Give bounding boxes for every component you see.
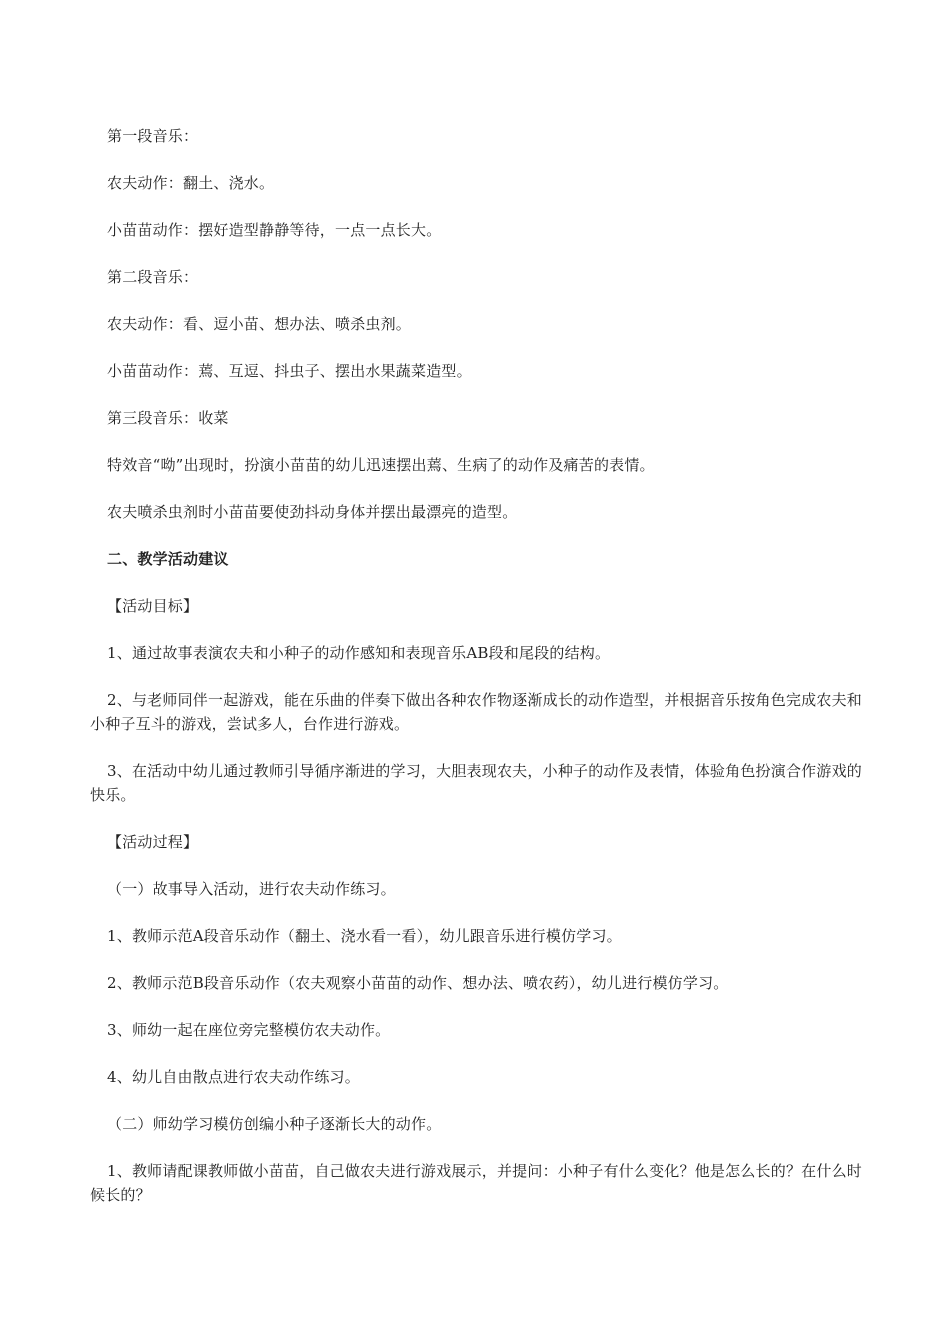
process-item-1: 1、教师示范A段音乐动作（翻土、浇水看一看），幼儿跟音乐进行模仿学习。	[107, 927, 622, 945]
document-page	[90, 124, 862, 1230]
subheading-activity-process: 【活动过程】	[107, 833, 199, 851]
process-item-2: 2、教师示范B段音乐动作（农夫观察小苗苗的动作、想办法、喷农药），幼儿进行模仿学习。	[107, 974, 729, 992]
goal-item-2: 2、与老师同伴一起游戏，能在乐曲的伴奏下做出各种农作物逐渐成长的动作造型，并根据音乐按角色完成农夫和小种子互斗的游戏，尝试多人，台作进行游戏。	[90, 691, 862, 733]
paragraph-seedling-actions-1: 小苗苗动作：摆好造型静静等待，一点一点长大。	[107, 221, 442, 239]
paragraph-farmer-actions-2: 农夫动作：看、逗小苗、想办法、喷杀虫剂。	[107, 315, 412, 333]
process-step-heading-2: （二）师幼学习模仿创编小种子逐渐长大的动作。	[107, 1115, 442, 1133]
process-item-3: 3、师幼一起在座位旁完整模仿农夫动作。	[107, 1021, 391, 1039]
paragraph-sound-effect-note: 特效音“呦”出现时，扮演小苗苗的幼儿迅速摆出蔫、生病了的动作及痛苦的表情。	[107, 456, 655, 474]
section-heading-teaching-suggestions: 二、教学活动建议	[107, 550, 229, 568]
paragraph-music-section-1: 第一段音乐：	[107, 127, 199, 145]
goal-item-1: 1、通过故事表演农夫和小种子的动作感知和表现音乐AB段和尾段的结构。	[107, 644, 611, 662]
paragraph-music-section-3: 第三段音乐：收菜	[107, 409, 229, 427]
paragraph-seedling-actions-2: 小苗苗动作：蔫、互逗、抖虫子、摆出水果蔬菜造型。	[107, 362, 472, 380]
goal-item-3: 3、在活动中幼儿通过教师引导循序渐进的学习，大胆表现农夫，小种子的动作及表情，体验角色扮演合作游戏的快乐。	[90, 762, 862, 804]
paragraph-music-section-2: 第二段音乐：	[107, 268, 199, 286]
process-item-5: 1、教师请配课教师做小苗苗，自己做农夫进行游戏展示，并提问：小种子有什么变化？他是怎么长的？在什么时候长的？	[90, 1162, 862, 1204]
subheading-activity-goals: 【活动目标】	[107, 597, 199, 615]
process-item-4: 4、幼儿自由散点进行农夫动作练习。	[107, 1068, 360, 1086]
process-step-heading-1: （一）故事导入活动，进行农夫动作练习。	[107, 880, 396, 898]
paragraph-pesticide-note: 农夫喷杀虫剂时小苗苗要使劲抖动身体并摆出最漂亮的造型。	[107, 503, 518, 521]
paragraph-farmer-actions-1: 农夫动作：翻土、浇水。	[107, 174, 275, 192]
